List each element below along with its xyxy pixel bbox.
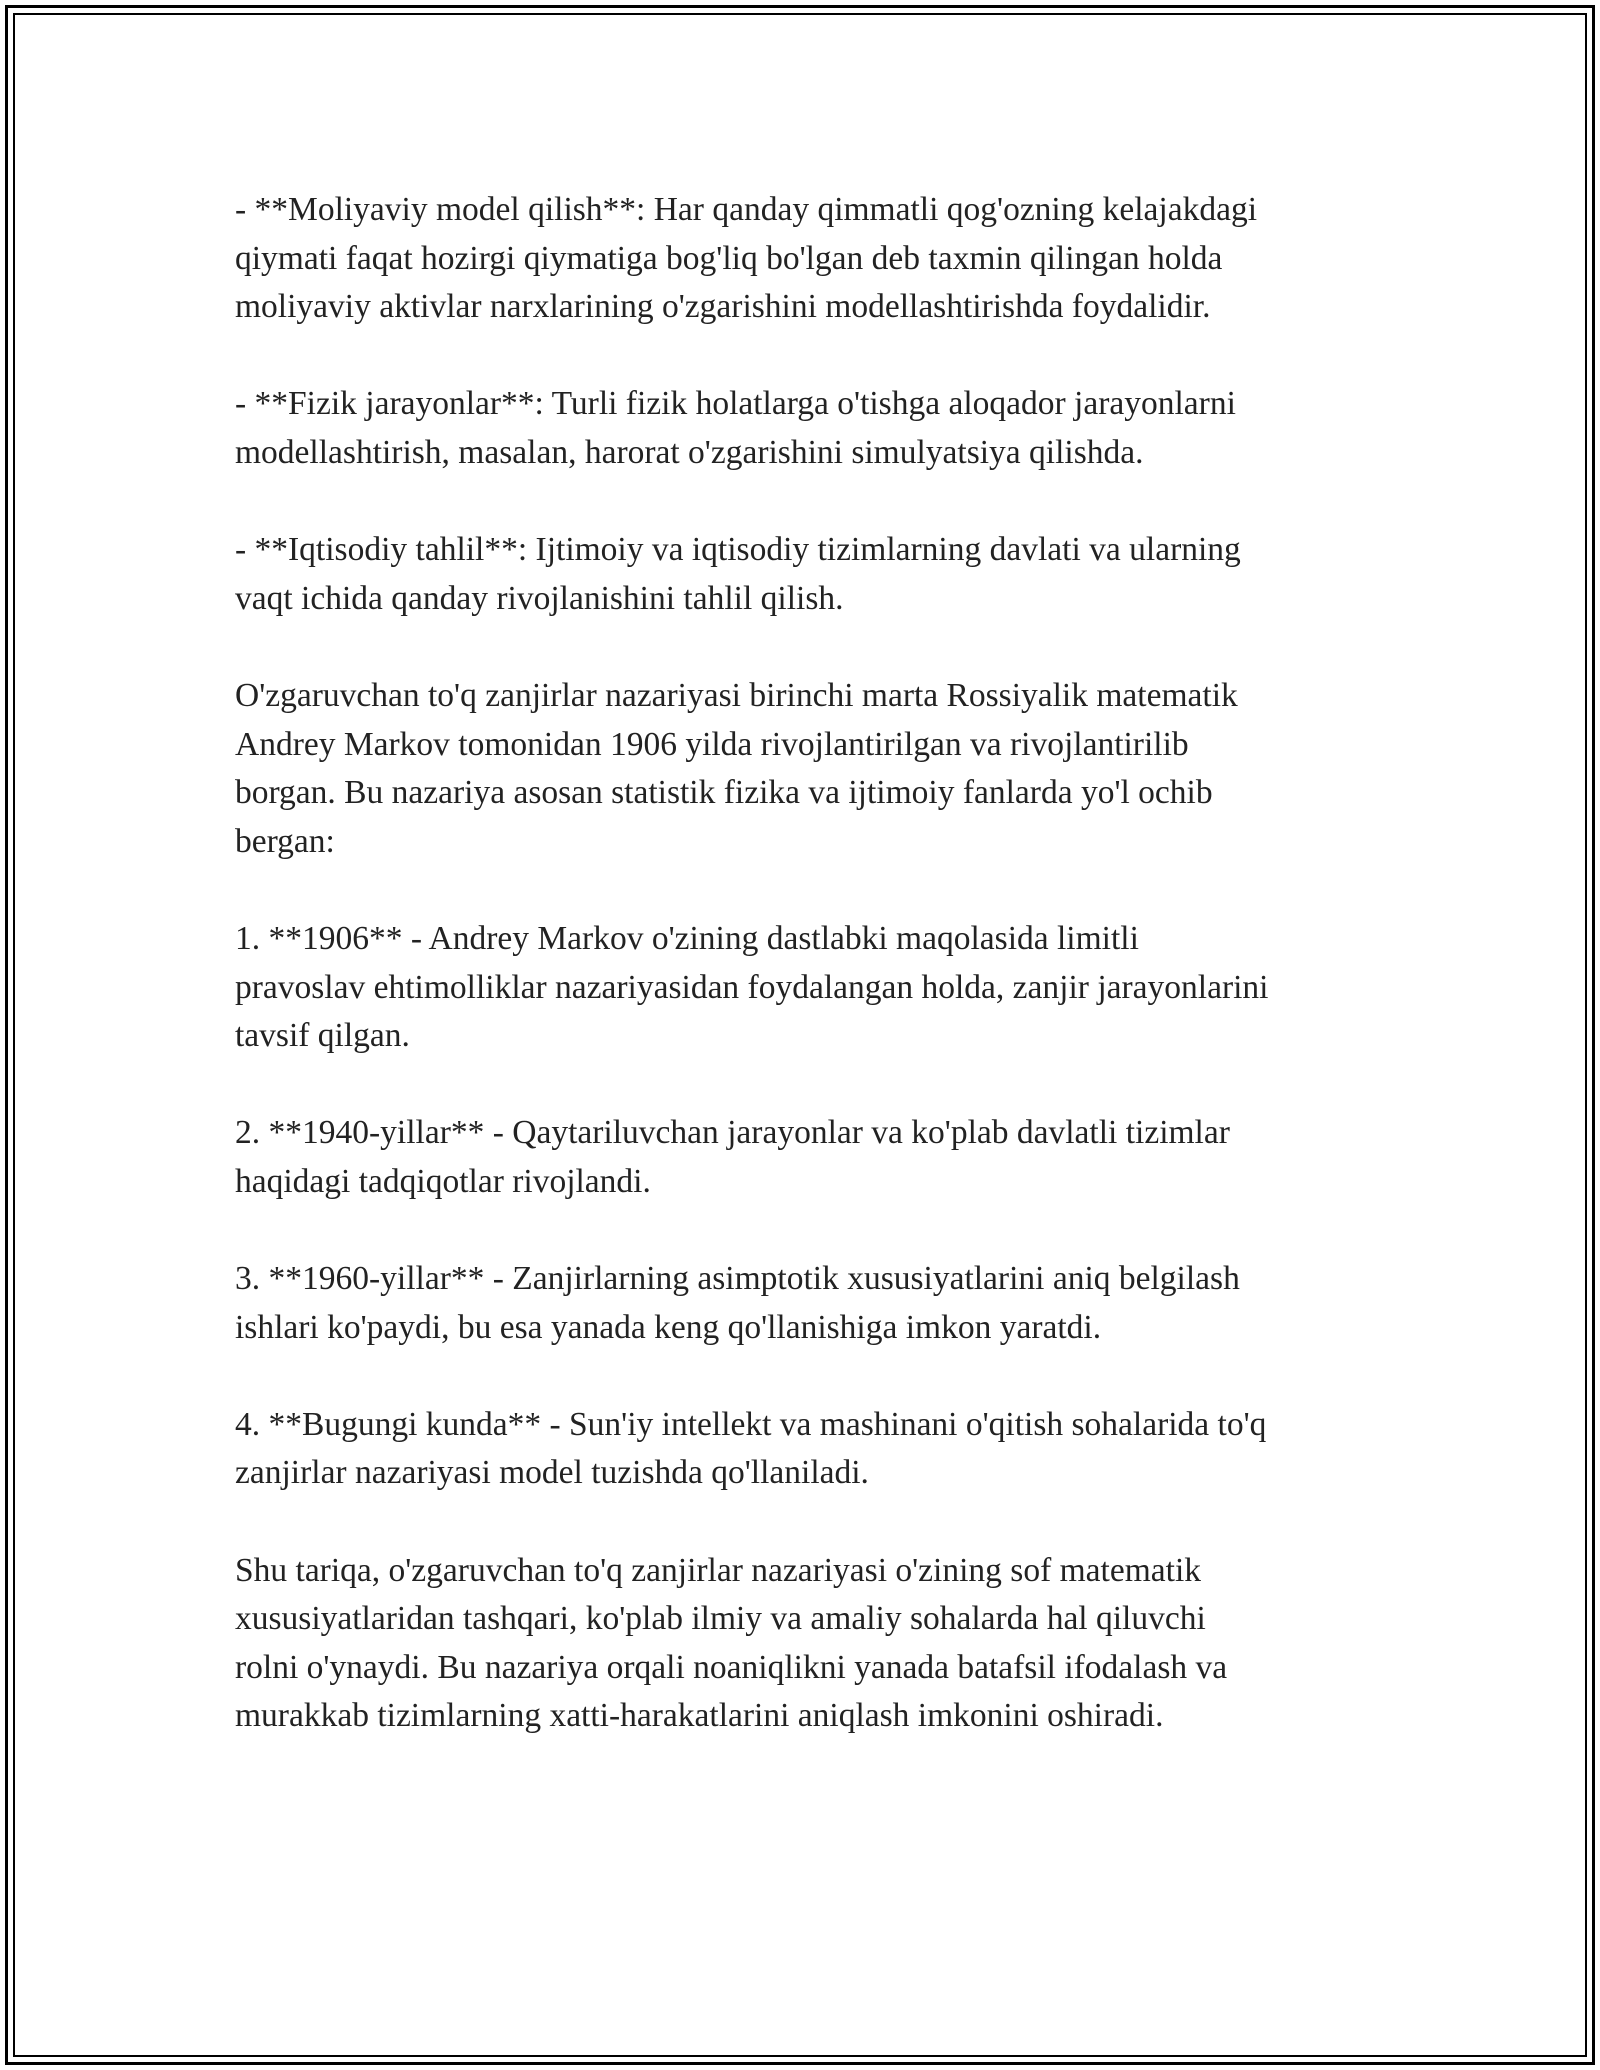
history-intro-paragraph: O'zgaruvchan to'q zanjirlar nazariyasi birinchi marta Rossiyalik matematik Andrey Markov tomonidan 1906 yilda rivojlantirilgan va rivojlantirilib borgan. Bu nazariya asosan statistik fizika va ijtimoiy fanlarda yo'l ochib bergan: <box>235 676 1238 860</box>
bullet-financial-modeling: - **Moliyaviy model qilish**: Har qanday qimmatli qog'ozning kelajakdagi qiymati faqat hozirgi qiymatiga bog'liq bo'lgan deb taxmin qilingan holda moliyaviy aktivlar narxlarining o'zgarishini modellashtirishda foydalidir. <box>235 191 1258 326</box>
bullet-economic-analysis: - **Iqtisodiy tahlil**: Ijtimoiy va iqtisodiy tizimlarning davlati va ularning vaqt ichida qanday rivojlanishini tahlil qilish. <box>235 531 1241 617</box>
timeline-item-1940s: 2. **1940-yillar** - Qaytariluvchan jarayonlar va ko'plab davlatli tizimlar haqidagi tadqiqotlar rivojlandi. <box>235 1114 1230 1200</box>
timeline-item-1906: 1. **1906** - Andrey Markov o'zining dastlabki maqolasida limitli pravoslav ehtimolliklar nazariyasidan foydalangan holda, zanjir jarayonlarini tavsif qilgan. <box>235 919 1269 1055</box>
document-body <box>235 186 1415 1741</box>
bullet-physical-processes: - **Fizik jarayonlar**: Turli fizik holatlarga o'tishga aloqador jarayonlarni modellashtirish, masalan, harorat o'zgarishini simulyatsiya qilishda. <box>235 385 1236 471</box>
conclusion-paragraph: Shu tariqa, o'zgaruvchan to'q zanjirlar nazariyasi o'zining sof matematik xususiyatlaridan tashqari, ko'plab ilmiy va amaliy sohalarda hal qiluvchi rolni o'ynaydi. Bu nazariya orqali noaniqlikni yanada batafsil ifodalash va murakkab tizimlarning xatti-harakatlarini aniqlash imkonini oshiradi. <box>235 1551 1228 1735</box>
timeline-item-1960s: 3. **1960-yillar** - Zanjirlarning asimptotik xususiyatlarini aniq belgilash ishlari ko'paydi, bu esa yanada keng qo'llanishiga imkon yaratdi. <box>235 1260 1240 1346</box>
timeline-item-today: 4. **Bugungi kunda** - Sun'iy intellekt va mashinani o'qitish sohalarida to'q zanjirlar nazariyasi model tuzishda qo'llaniladi. <box>235 1405 1267 1492</box>
